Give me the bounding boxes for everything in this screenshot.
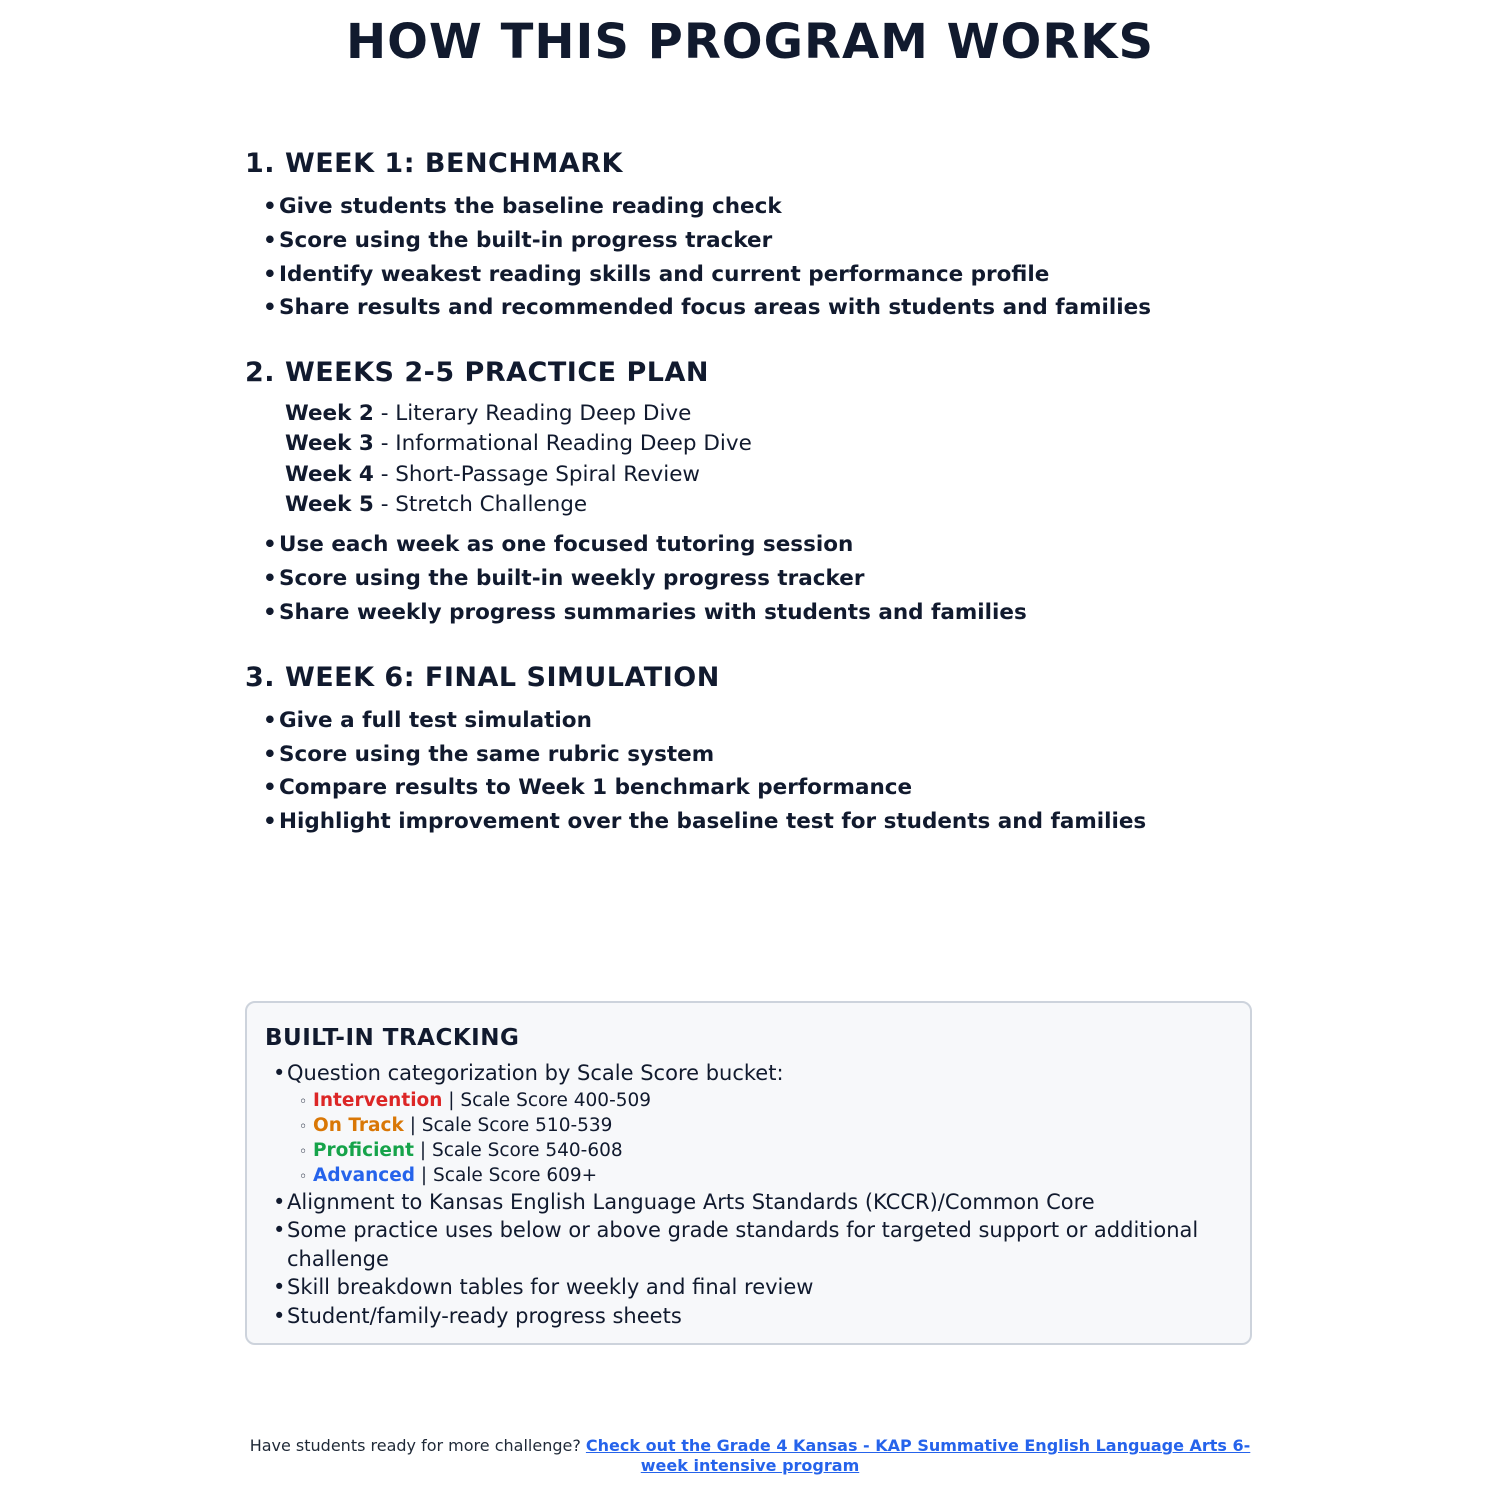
footer-prompt: Have students ready for more challenge? bbox=[249, 1436, 586, 1455]
list-item: • Highlight improvement over the baseline test for students and families bbox=[263, 805, 1255, 839]
bucket-range: | Scale Score 540-608 bbox=[413, 1139, 623, 1161]
list-item: • Score using the built-in weekly progress tracker bbox=[263, 562, 1255, 596]
program-link[interactable]: Check out the Grade 4 Kansas - KAP Summative English Language Arts 6-week intensive program bbox=[585, 1436, 1251, 1475]
bullet-list bbox=[245, 528, 1255, 629]
bucket-list bbox=[287, 1088, 1232, 1188]
page-title: HOW THIS PROGRAM WORKS bbox=[345, 14, 1155, 70]
list-item: • Share results and recommended focus areas with students and families bbox=[263, 291, 1255, 325]
circle-bullet-icon: ◦ bbox=[299, 1118, 308, 1135]
section-week-6 bbox=[245, 660, 1255, 839]
list-item: • Share weekly progress summaries with students and families bbox=[263, 596, 1255, 630]
list-item: • Skill breakdown tables for weekly and final review bbox=[273, 1273, 1232, 1302]
section-week-1 bbox=[245, 146, 1255, 325]
week-label: Week 3 bbox=[285, 431, 374, 457]
list-item: • Score using the built-in progress tracker bbox=[263, 224, 1255, 258]
section-weeks-2-5 bbox=[245, 355, 1255, 630]
bucket-item bbox=[299, 1138, 1232, 1163]
bullet-list bbox=[245, 190, 1255, 325]
footer bbox=[240, 1436, 1260, 1476]
week-label: Week 2 bbox=[285, 401, 374, 427]
week-row bbox=[285, 399, 1255, 429]
bullet-list bbox=[245, 704, 1255, 839]
bucket-name: Intervention bbox=[313, 1089, 443, 1111]
week-label: Week 4 bbox=[285, 461, 374, 487]
week-topic: - Literary Reading Deep Dive bbox=[373, 401, 692, 427]
bucket-range: | Scale Score 609+ bbox=[415, 1164, 598, 1186]
list-item: • Compare results to Week 1 benchmark performance bbox=[263, 771, 1255, 805]
circle-bullet-icon: ◦ bbox=[299, 1168, 308, 1185]
bucket-name: Advanced bbox=[313, 1164, 416, 1186]
bucket-name: Proficient bbox=[313, 1139, 414, 1161]
circle-bullet-icon: ◦ bbox=[299, 1143, 308, 1160]
week-topic: - Short-Passage Spiral Review bbox=[373, 461, 701, 487]
week-topic: - Stretch Challenge bbox=[373, 492, 588, 518]
list-item: • Identify weakest reading skills and current performance profile bbox=[263, 258, 1255, 292]
list-item: • Some practice uses below or above grade standards for targeted support or additional challenge bbox=[273, 1216, 1217, 1273]
week-schedule bbox=[285, 399, 1255, 520]
week-row bbox=[285, 490, 1255, 520]
tracking-list bbox=[265, 1059, 1232, 1330]
tracking-heading: BUILT-IN TRACKING bbox=[265, 1025, 520, 1051]
circle-bullet-icon: ◦ bbox=[299, 1093, 308, 1110]
week-row bbox=[285, 429, 1255, 459]
list-item: • Give students the baseline reading check bbox=[263, 190, 1255, 224]
categorization-text: Question categorization by Scale Score bucket: bbox=[287, 1061, 784, 1085]
list-item: • Alignment to Kansas English Language Arts Standards (KCCR)/Common Core bbox=[273, 1188, 1232, 1217]
section-heading: 3. WEEK 6: FINAL SIMULATION bbox=[245, 661, 720, 693]
week-row bbox=[285, 460, 1255, 490]
section-heading: 1. WEEK 1: BENCHMARK bbox=[245, 148, 623, 179]
bucket-item bbox=[299, 1113, 1232, 1138]
list-item: • Use each week as one focused tutoring session bbox=[263, 528, 1255, 562]
bucket-item bbox=[299, 1163, 1232, 1188]
list-item: • Student/family-ready progress sheets bbox=[273, 1302, 1232, 1331]
week-topic: - Informational Reading Deep Dive bbox=[373, 431, 752, 457]
bucket-item bbox=[299, 1088, 1232, 1113]
bucket-range: | Scale Score 510-539 bbox=[403, 1114, 613, 1136]
list-item: • Score using the same rubric system bbox=[263, 738, 1255, 772]
tracking-box bbox=[245, 1001, 1252, 1345]
bucket-name: On Track bbox=[313, 1114, 404, 1136]
program-steps bbox=[245, 146, 1255, 839]
bucket-range: | Scale Score 400-509 bbox=[442, 1089, 652, 1111]
list-item: • Give a full test simulation bbox=[263, 704, 1255, 738]
list-item bbox=[273, 1059, 1232, 1188]
week-label: Week 5 bbox=[285, 492, 374, 518]
section-heading: 2. WEEKS 2-5 PRACTICE PLAN bbox=[245, 357, 709, 389]
